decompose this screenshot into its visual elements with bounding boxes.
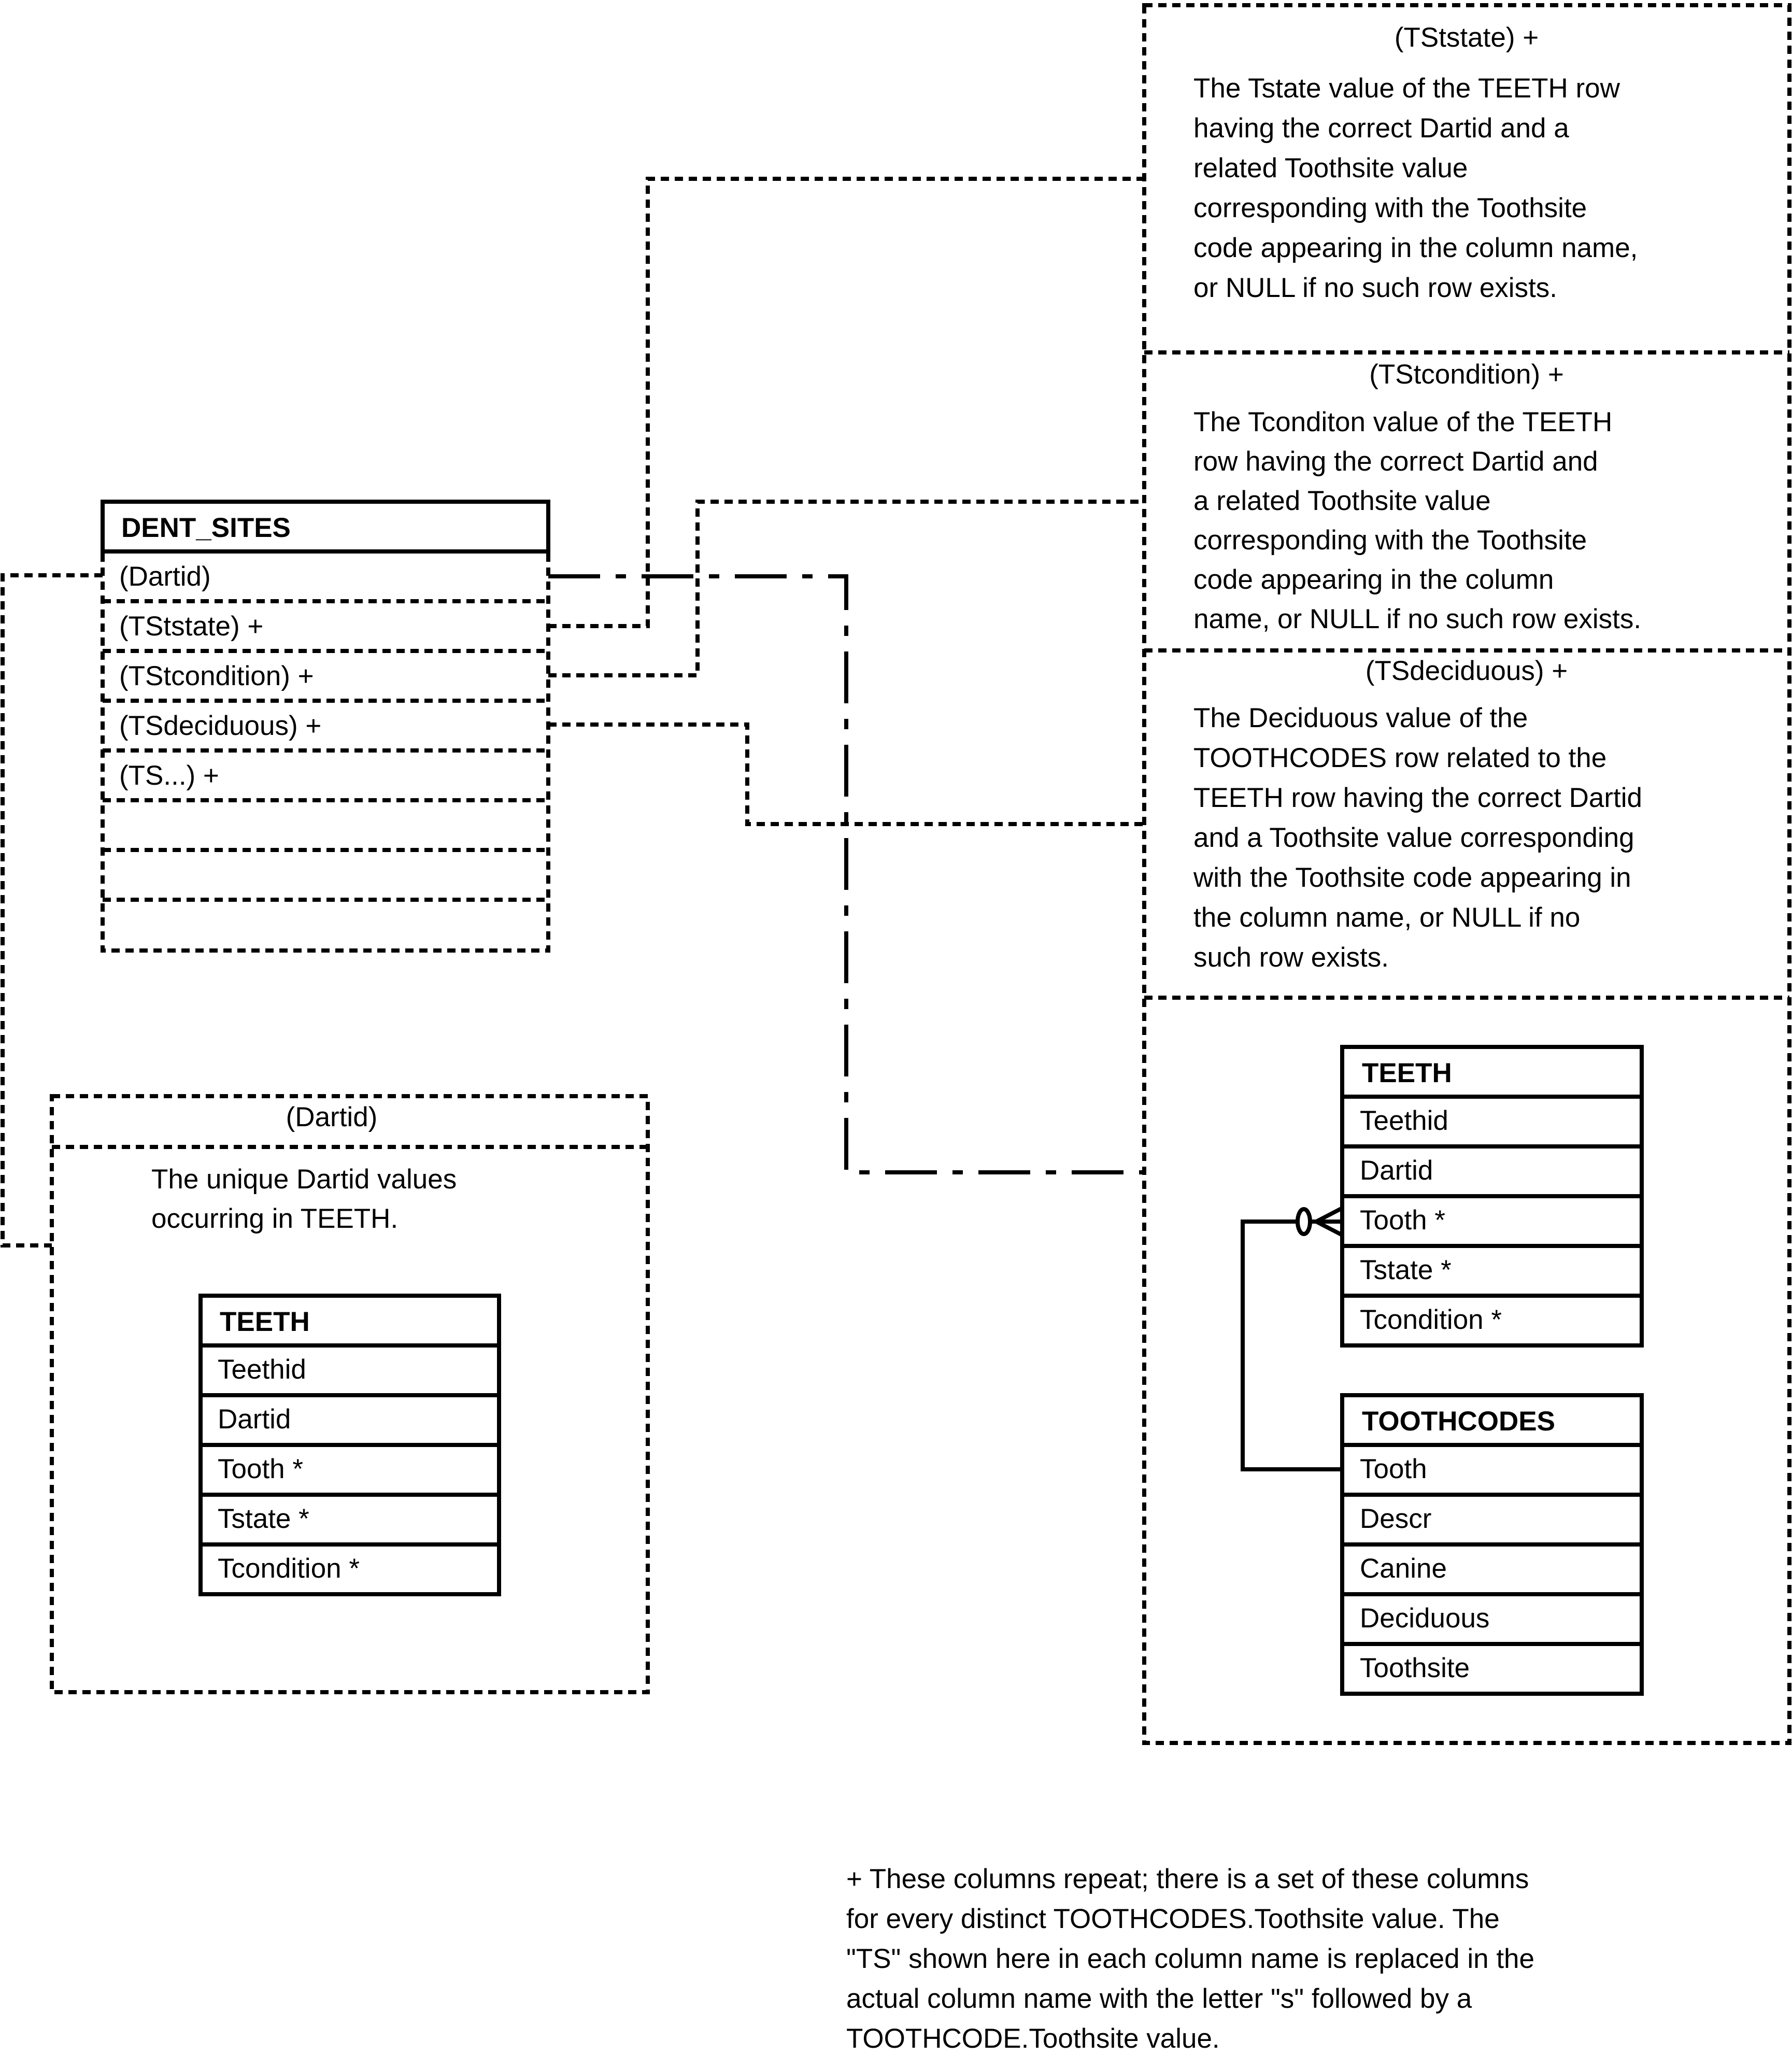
tsdeciduous-note-line: TOOTHCODES row related to the [1193, 743, 1607, 773]
relationship-line [1243, 1222, 1342, 1469]
tststate-note-line: having the correct Dartid and a [1193, 113, 1569, 144]
tstcondition-note-line: The Tconditon value of the TEETH [1193, 407, 1613, 437]
tststate-note-line: code appearing in the column name, [1193, 233, 1638, 263]
tstcondition-note-line: a related Toothsite value [1193, 486, 1491, 516]
toothcodes-table-row: Descr [1360, 1504, 1432, 1534]
footnote-line: "TS" shown here in each column name is replaced in the [846, 1944, 1535, 1974]
toothcodes-table-row: Tooth [1360, 1454, 1427, 1484]
teeth-table-row: Tooth * [1360, 1205, 1446, 1236]
tsdeciduous-note-line: with the Toothsite code appearing in [1193, 862, 1631, 893]
toothcodes-table-row: Deciduous [1360, 1603, 1490, 1634]
tsdeciduous-note [1193, 656, 1642, 973]
toothcodes-table [1342, 1395, 1642, 1694]
right-notes-column [1144, 5, 1789, 1743]
tststate-note-line: related Toothsite value [1193, 153, 1468, 183]
dent-sites-row: (TS...) + [119, 760, 219, 791]
tstcondition-note [1193, 359, 1641, 634]
source-tables [1243, 1047, 1642, 1694]
dartid-view [52, 1096, 648, 1692]
dartid-view-teeth-table [201, 1296, 499, 1594]
tststate-note-line: The Tstate value of the TEETH row [1193, 73, 1620, 104]
dartid-view-description: occurring in TEETH. [151, 1203, 399, 1234]
teeth-table-row: Teethid [218, 1354, 306, 1385]
tstcondition-note-title: (TStcondition) + [1369, 359, 1564, 390]
connector-tststate [548, 179, 1144, 626]
teeth-table-row: Teethid [1360, 1105, 1448, 1136]
dent-sites-row: (Dartid) [119, 561, 211, 592]
tststate-note-line: or NULL if no such row exists. [1193, 273, 1558, 303]
dent-sites-row: (TStcondition) + [119, 661, 314, 691]
teeth-table-row: Tcondition * [1360, 1305, 1502, 1335]
tststate-note-title: (TStstate) + [1394, 22, 1539, 53]
dent-sites-title: DENT_SITES [121, 513, 291, 543]
teeth-table-title: TEETH [1362, 1058, 1452, 1088]
footnote-line: actual column name with the letter "s" followed by a [846, 1983, 1472, 2014]
dartid-view-description: The unique Dartid values [151, 1164, 457, 1195]
footnote-line: + These columns repeat; there is a set of these columns [846, 1864, 1529, 1894]
tststate-note-line: corresponding with the Toothsite [1193, 193, 1587, 223]
tstcondition-note-line: name, or NULL if no such row exists. [1193, 604, 1642, 634]
teeth-table-title: TEETH [220, 1307, 310, 1337]
tstcondition-note-line: corresponding with the Toothsite [1193, 525, 1587, 556]
connector-dartid-source [548, 576, 1144, 1172]
tststate-note [1193, 22, 1638, 303]
tsdeciduous-note-line: TEETH row having the correct Dartid [1193, 783, 1642, 813]
teeth-table-row: Tstate * [1360, 1255, 1452, 1285]
teeth-table-row: Tcondition * [218, 1553, 360, 1584]
tsdeciduous-note-line: such row exists. [1193, 942, 1389, 973]
dartid-view-title: (Dartid) [286, 1102, 378, 1132]
tsdeciduous-note-line: the column name, or NULL if no [1193, 902, 1581, 933]
tstcondition-note-line: code appearing in the column [1193, 564, 1554, 595]
source-teeth-table [1342, 1047, 1642, 1345]
dent-sites-table [103, 502, 548, 951]
toothcodes-table-row: Toothsite [1360, 1653, 1470, 1683]
teeth-table-row: Tooth * [218, 1454, 304, 1484]
footnote [846, 1864, 1534, 2054]
tsdeciduous-note-line: The Deciduous value of the [1193, 703, 1528, 733]
footnote-line: for every distinct TOOTHCODES.Toothsite value. The [846, 1904, 1500, 1934]
tstcondition-note-line: row having the correct Dartid and [1193, 446, 1598, 477]
toothcodes-table-title: TOOTHCODES [1362, 1406, 1555, 1437]
teeth-table-row: Dartid [218, 1404, 291, 1435]
tsdeciduous-note-title: (TSdeciduous) + [1365, 656, 1568, 686]
teeth-table-row: Dartid [1360, 1155, 1433, 1186]
tsdeciduous-note-line: and a Toothsite value corresponding [1193, 823, 1634, 853]
toothcodes-table-row: Canine [1360, 1553, 1447, 1584]
teeth-table-row: Tstate * [218, 1504, 309, 1534]
dent-sites-row: (TStstate) + [119, 611, 264, 642]
footnote-line: TOOTHCODE.Toothsite value. [846, 2023, 1220, 2054]
dent-sites-row: (TSdeciduous) + [119, 711, 322, 741]
